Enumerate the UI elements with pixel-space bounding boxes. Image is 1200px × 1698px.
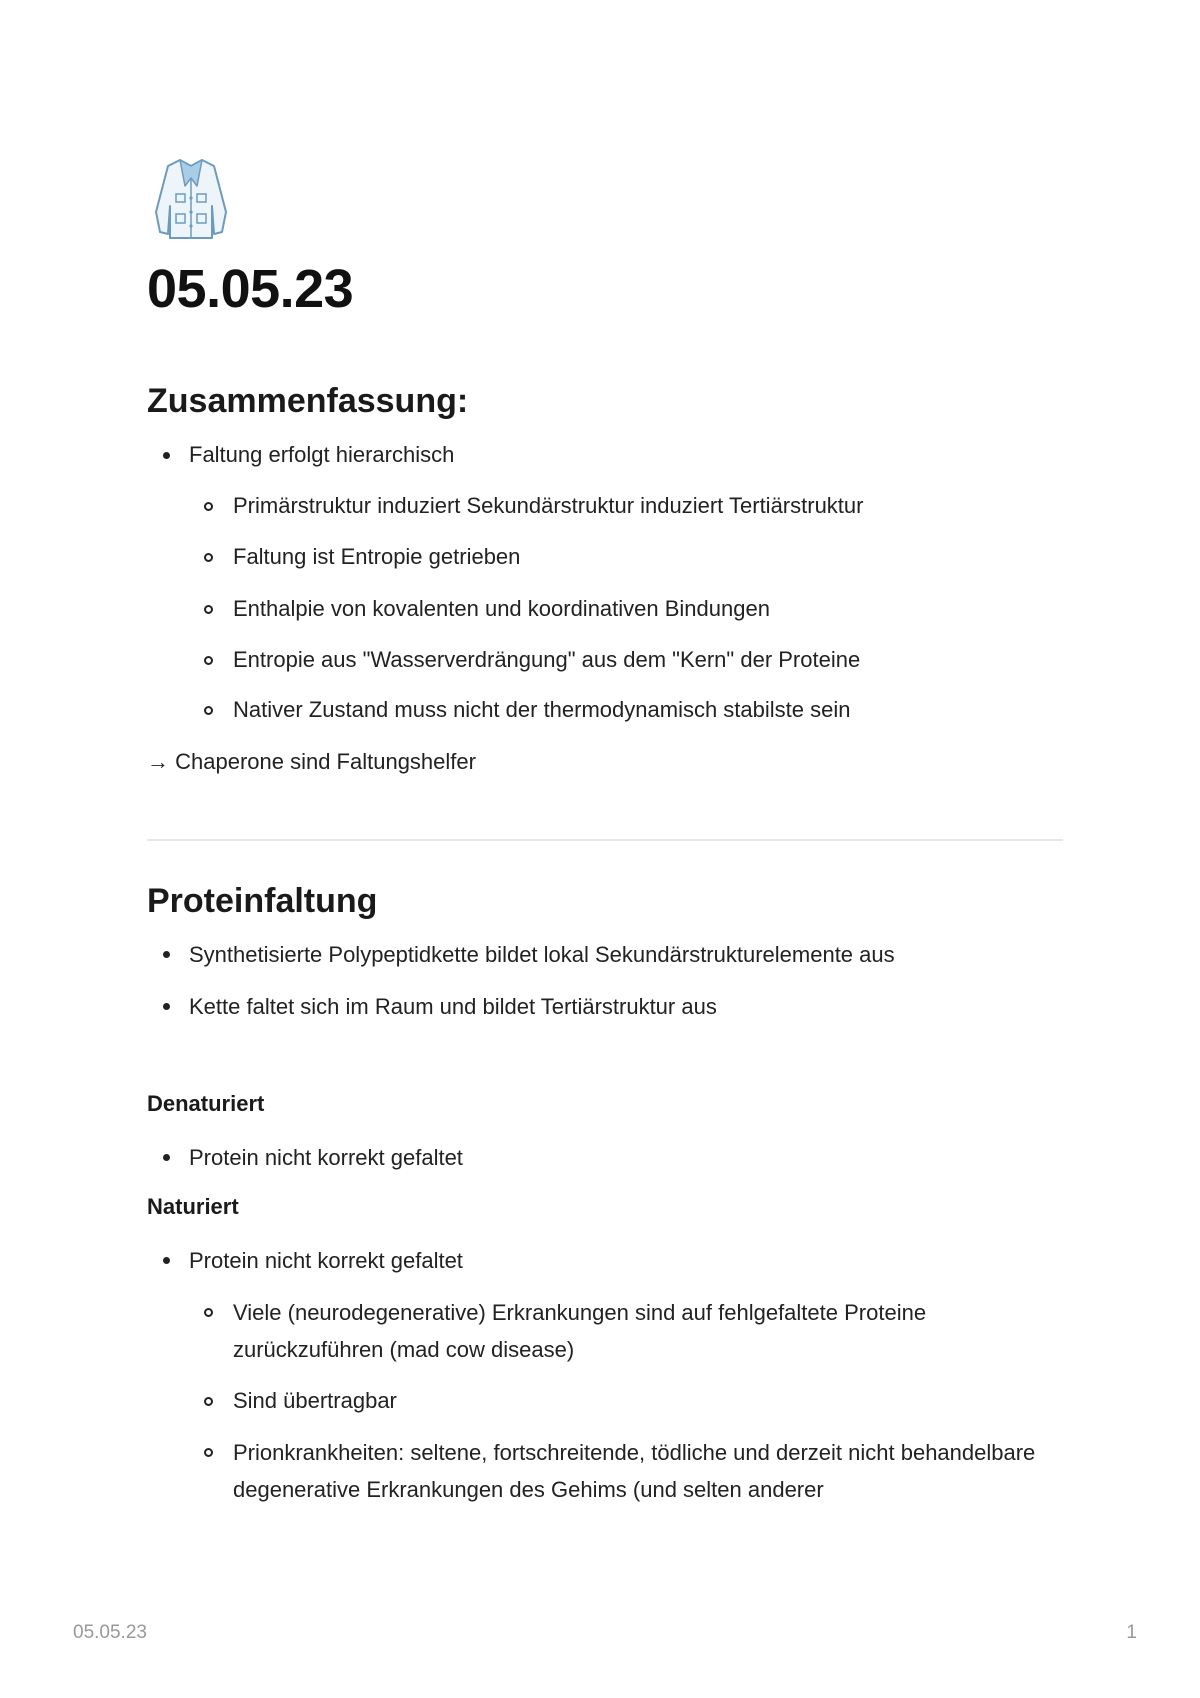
natured-heading: Naturiert <box>147 1194 239 1219</box>
bullet-dot <box>163 452 170 459</box>
page-number: 1 <box>1126 1622 1137 1643</box>
summary-sub-4: Entropie aus "Wasserverdrängung" aus dem "Kern" der Proteine <box>233 647 861 672</box>
sub-bullet-circle <box>204 1397 213 1406</box>
denatured-heading: Denaturiert <box>147 1091 265 1116</box>
summary-heading: Zusammenfassung: <box>147 382 469 420</box>
summary-sub-1: Primärstruktur induziert Sekundärstruktur induziert Tertiärstruktur <box>233 493 864 518</box>
bullet-dot <box>163 1003 170 1010</box>
natured-sub-2: Sind übertragbar <box>233 1388 397 1413</box>
summary-bullet-1: Faltung erfolgt hierarchisch <box>189 442 455 467</box>
sub-bullet-circle <box>204 605 213 614</box>
natured-bullet-1: Protein nicht korrekt gefaltet <box>189 1248 463 1273</box>
page-title: 05.05.23 <box>147 259 354 319</box>
sub-bullet-circle <box>204 1308 213 1317</box>
footer-date: 05.05.23 <box>73 1622 147 1643</box>
bullet-dot <box>163 951 170 958</box>
folding-bullet-2: Kette faltet sich im Raum und bildet Tertiärstruktur aus <box>189 994 717 1019</box>
sub-bullet-circle <box>204 1448 213 1457</box>
sub-bullet-circle <box>204 502 213 511</box>
lab-coat-icon <box>152 156 230 240</box>
folding-bullet-1: Synthetisierte Polypeptidkette bildet lokal Sekundärstrukturelemente aus <box>189 942 895 967</box>
summary-sub-3: Enthalpie von kovalenten und koordinativen Bindungen <box>233 596 770 621</box>
natured-sub-3: Prionkrankheiten: seltene, fortschreitende, tödliche und derzeit nicht behandelbare degenerative Erkrankungen des Gehims (und selten anderer <box>233 1440 1036 1502</box>
divider <box>147 839 1063 841</box>
summary-conclusion: → Chaperone sind Faltungshelfer <box>147 749 476 774</box>
summary-sub-5: Nativer Zustand muss nicht der thermodynamisch stabilste sein <box>233 697 851 722</box>
summary-sub-2: Faltung ist Entropie getrieben <box>233 544 521 569</box>
bullet-dot <box>163 1154 170 1161</box>
bullet-dot <box>163 1257 170 1264</box>
folding-heading: Proteinfaltung <box>147 882 378 920</box>
sub-bullet-circle <box>204 706 213 715</box>
sub-bullet-circle <box>204 656 213 665</box>
denatured-bullet-1: Protein nicht korrekt gefaltet <box>189 1145 463 1170</box>
sub-bullet-circle <box>204 553 213 562</box>
natured-sub-1: Viele (neurodegenerative) Erkrankungen sind auf fehlgefaltete Proteine zurückzuführen (mad cow disease) <box>233 1300 927 1362</box>
